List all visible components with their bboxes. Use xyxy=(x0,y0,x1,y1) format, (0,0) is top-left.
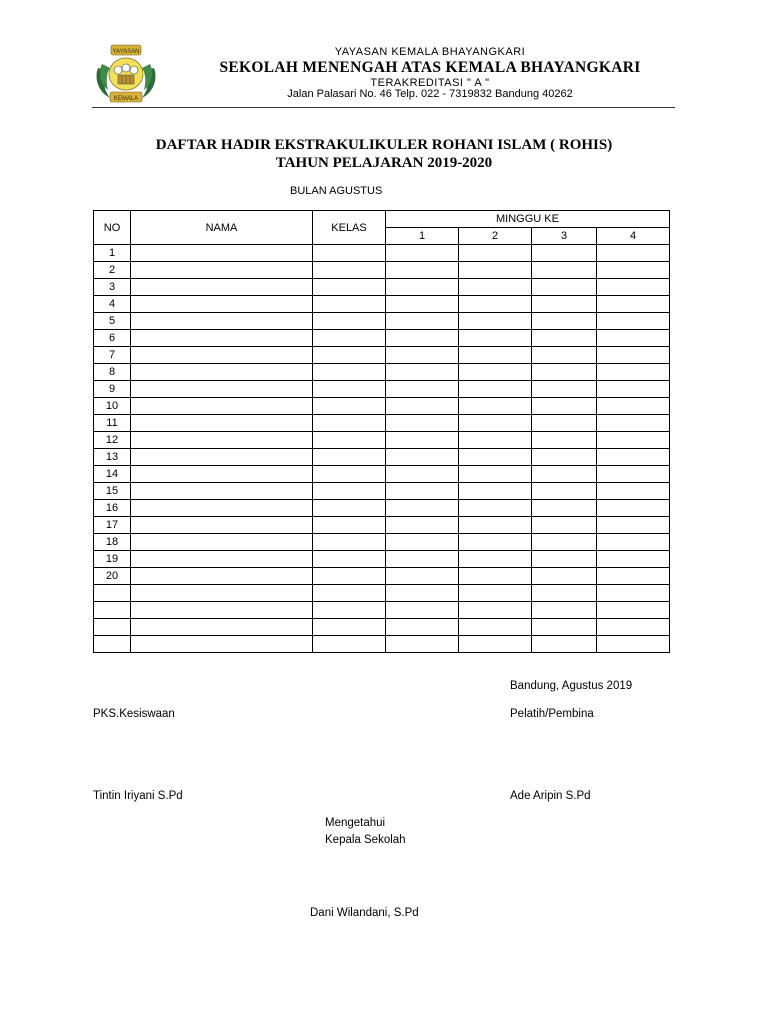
week-2-cell xyxy=(459,636,532,653)
table-row xyxy=(94,364,670,381)
row-number-cell: 20 xyxy=(94,568,131,585)
class-cell xyxy=(313,330,386,347)
week-4-cell xyxy=(597,585,670,602)
name-cell xyxy=(131,619,313,636)
week-4-cell xyxy=(597,262,670,279)
row-number-cell: 9 xyxy=(94,381,131,398)
accreditation-text: TERAKREDITASI " A " xyxy=(370,77,490,89)
week-3-cell xyxy=(532,636,597,653)
week-3-cell xyxy=(532,602,597,619)
logo-top-text: YAYASAN xyxy=(112,49,140,55)
header-week-3: 3 xyxy=(532,228,597,245)
table-row xyxy=(94,551,670,568)
table-row xyxy=(94,619,670,636)
week-4-cell xyxy=(597,551,670,568)
class-cell xyxy=(313,483,386,500)
attendance-table xyxy=(93,210,670,653)
name-cell xyxy=(131,313,313,330)
name-cell xyxy=(131,466,313,483)
name-cell xyxy=(131,568,313,585)
week-1-cell xyxy=(386,534,459,551)
table-row xyxy=(94,245,670,262)
name-cell xyxy=(131,551,313,568)
name-cell xyxy=(131,296,313,313)
table-row xyxy=(94,432,670,449)
table-row xyxy=(94,279,670,296)
week-4-cell xyxy=(597,636,670,653)
right-signatory-name: Ade Aripin S.Pd xyxy=(510,790,591,802)
week-4-cell xyxy=(597,466,670,483)
week-1-cell xyxy=(386,432,459,449)
table-row xyxy=(94,466,670,483)
week-1-cell xyxy=(386,585,459,602)
week-4-cell xyxy=(597,500,670,517)
week-2-cell xyxy=(459,381,532,398)
row-number-cell: 1 xyxy=(94,245,131,262)
week-1-cell xyxy=(386,364,459,381)
name-cell xyxy=(131,245,313,262)
week-4-cell xyxy=(597,568,670,585)
table-row xyxy=(94,483,670,500)
row-number-cell xyxy=(94,636,131,653)
name-cell xyxy=(131,602,313,619)
week-4-cell xyxy=(597,483,670,500)
week-3-cell xyxy=(532,432,597,449)
week-3-cell xyxy=(532,619,597,636)
week-2-cell xyxy=(459,296,532,313)
row-number-cell xyxy=(94,602,131,619)
week-1-cell xyxy=(386,313,459,330)
header-week-2: 2 xyxy=(459,228,532,245)
class-cell xyxy=(313,568,386,585)
name-cell xyxy=(131,636,313,653)
class-cell xyxy=(313,449,386,466)
name-cell xyxy=(131,534,313,551)
week-2-cell xyxy=(459,245,532,262)
week-2-cell xyxy=(459,347,532,364)
week-2-cell xyxy=(459,500,532,517)
table-row xyxy=(94,262,670,279)
class-cell xyxy=(313,364,386,381)
week-1-cell xyxy=(386,449,459,466)
class-cell xyxy=(313,398,386,415)
week-3-cell xyxy=(532,483,597,500)
school-name: SEKOLAH MENENGAH ATAS KEMALA BHAYANGKARI xyxy=(219,59,641,76)
table-row xyxy=(94,449,670,466)
week-1-cell xyxy=(386,568,459,585)
class-cell xyxy=(313,415,386,432)
class-cell xyxy=(313,619,386,636)
week-1-cell xyxy=(386,619,459,636)
left-signatory-name: Tintin Iriyani S.Pd xyxy=(93,790,183,802)
name-cell xyxy=(131,262,313,279)
principal-name: Dani Wilandani, S.Pd xyxy=(310,907,419,919)
row-number-cell: 15 xyxy=(94,483,131,500)
week-2-cell xyxy=(459,415,532,432)
row-number-cell: 18 xyxy=(94,534,131,551)
class-cell xyxy=(313,534,386,551)
week-3-cell xyxy=(532,500,597,517)
table-row xyxy=(94,347,670,364)
week-3-cell xyxy=(532,296,597,313)
week-2-cell xyxy=(459,398,532,415)
week-2-cell xyxy=(459,534,532,551)
row-number-cell: 14 xyxy=(94,466,131,483)
class-cell xyxy=(313,245,386,262)
week-2-cell xyxy=(459,483,532,500)
week-2-cell xyxy=(459,466,532,483)
row-number-cell: 5 xyxy=(94,313,131,330)
week-1-cell xyxy=(386,347,459,364)
name-cell xyxy=(131,585,313,602)
table-row xyxy=(94,602,670,619)
letterhead-divider xyxy=(92,107,675,108)
week-3-cell xyxy=(532,398,597,415)
week-3-cell xyxy=(532,279,597,296)
week-3-cell xyxy=(532,568,597,585)
class-cell xyxy=(313,636,386,653)
table-row xyxy=(94,585,670,602)
week-4-cell xyxy=(597,517,670,534)
week-1-cell xyxy=(386,279,459,296)
name-cell xyxy=(131,398,313,415)
foundation-name: YAYASAN KEMALA BHAYANGKARI xyxy=(334,46,526,58)
class-cell xyxy=(313,585,386,602)
name-cell xyxy=(131,500,313,517)
week-1-cell xyxy=(386,381,459,398)
class-cell xyxy=(313,551,386,568)
week-2-cell xyxy=(459,585,532,602)
row-number-cell: 16 xyxy=(94,500,131,517)
name-cell xyxy=(131,279,313,296)
class-cell xyxy=(313,313,386,330)
class-cell xyxy=(313,500,386,517)
week-4-cell xyxy=(597,415,670,432)
week-2-cell xyxy=(459,619,532,636)
class-cell xyxy=(313,262,386,279)
header-class: KELAS xyxy=(313,211,386,245)
week-4-cell xyxy=(597,602,670,619)
class-cell xyxy=(313,432,386,449)
name-cell xyxy=(131,432,313,449)
row-number-cell: 4 xyxy=(94,296,131,313)
week-3-cell xyxy=(532,517,597,534)
week-4-cell xyxy=(597,449,670,466)
week-1-cell xyxy=(386,500,459,517)
week-2-cell xyxy=(459,517,532,534)
week-3-cell xyxy=(532,466,597,483)
class-cell xyxy=(313,296,386,313)
week-1-cell xyxy=(386,245,459,262)
month-label: BULAN AGUSTUS xyxy=(290,185,383,197)
row-number-cell: 19 xyxy=(94,551,131,568)
table-row xyxy=(94,398,670,415)
week-1-cell xyxy=(386,415,459,432)
week-1-cell xyxy=(386,466,459,483)
class-cell xyxy=(313,347,386,364)
table-row xyxy=(94,330,670,347)
week-1-cell xyxy=(386,517,459,534)
week-2-cell xyxy=(459,551,532,568)
week-4-cell xyxy=(597,296,670,313)
week-3-cell xyxy=(532,245,597,262)
table-row xyxy=(94,296,670,313)
place-date: Bandung, Agustus 2019 xyxy=(510,680,633,692)
week-3-cell xyxy=(532,551,597,568)
week-2-cell xyxy=(459,279,532,296)
name-cell xyxy=(131,347,313,364)
week-3-cell xyxy=(532,330,597,347)
row-number-cell: 11 xyxy=(94,415,131,432)
name-cell xyxy=(131,415,313,432)
class-cell xyxy=(313,279,386,296)
row-number-cell: 8 xyxy=(94,364,131,381)
row-number-cell xyxy=(94,585,131,602)
week-4-cell xyxy=(597,245,670,262)
week-4-cell xyxy=(597,279,670,296)
week-4-cell xyxy=(597,534,670,551)
header-no: NO xyxy=(94,211,131,245)
row-number-cell: 2 xyxy=(94,262,131,279)
school-address: Jalan Palasari No. 46 Telp. 022 - 7319832 Bandung 40262 xyxy=(287,88,573,100)
name-cell xyxy=(131,381,313,398)
week-1-cell xyxy=(386,551,459,568)
principal-role: Kepala Sekolah xyxy=(325,834,406,846)
row-number-cell: 17 xyxy=(94,517,131,534)
week-3-cell xyxy=(532,347,597,364)
week-1-cell xyxy=(386,602,459,619)
row-number-cell: 3 xyxy=(94,279,131,296)
left-signatory-role: PKS.Kesiswaan xyxy=(93,708,175,720)
week-3-cell xyxy=(532,262,597,279)
week-2-cell xyxy=(459,568,532,585)
document-title: DAFTAR HADIR EKSTRAKULIKULER ROHANI ISLAM ( ROHIS) xyxy=(155,137,613,153)
name-cell xyxy=(131,330,313,347)
week-2-cell xyxy=(459,432,532,449)
row-number-cell: 6 xyxy=(94,330,131,347)
week-4-cell xyxy=(597,619,670,636)
header-week-4: 4 xyxy=(597,228,670,245)
row-number-cell xyxy=(94,619,131,636)
row-number-cell: 12 xyxy=(94,432,131,449)
academic-year: TAHUN PELAJARAN 2019-2020 xyxy=(275,155,493,171)
table-row xyxy=(94,415,670,432)
week-3-cell xyxy=(532,381,597,398)
week-3-cell xyxy=(532,364,597,381)
name-cell xyxy=(131,449,313,466)
week-4-cell xyxy=(597,330,670,347)
right-signatory-role: Pelatih/Pembina xyxy=(510,708,594,720)
name-cell xyxy=(131,483,313,500)
week-4-cell xyxy=(597,398,670,415)
table-row xyxy=(94,636,670,653)
class-cell xyxy=(313,602,386,619)
week-2-cell xyxy=(459,330,532,347)
class-cell xyxy=(313,466,386,483)
table-row xyxy=(94,568,670,585)
header-name: NAMA xyxy=(131,211,313,245)
acknowledgement-label: Mengetahui xyxy=(325,817,386,829)
week-1-cell xyxy=(386,296,459,313)
name-cell xyxy=(131,517,313,534)
week-2-cell xyxy=(459,364,532,381)
week-1-cell xyxy=(386,330,459,347)
week-4-cell xyxy=(597,347,670,364)
week-1-cell xyxy=(386,483,459,500)
school-crest-icon xyxy=(92,42,160,106)
name-cell xyxy=(131,364,313,381)
week-2-cell xyxy=(459,449,532,466)
week-1-cell xyxy=(386,636,459,653)
week-4-cell xyxy=(597,381,670,398)
week-4-cell xyxy=(597,364,670,381)
header-week-1: 1 xyxy=(386,228,459,245)
week-1-cell xyxy=(386,398,459,415)
logo-bottom-text: KEMALA xyxy=(113,96,139,102)
table-row xyxy=(94,313,670,330)
week-2-cell xyxy=(459,262,532,279)
row-number-cell: 13 xyxy=(94,449,131,466)
week-3-cell xyxy=(532,449,597,466)
week-4-cell xyxy=(597,432,670,449)
row-number-cell: 7 xyxy=(94,347,131,364)
week-4-cell xyxy=(597,313,670,330)
week-1-cell xyxy=(386,262,459,279)
week-3-cell xyxy=(532,415,597,432)
table-row xyxy=(94,500,670,517)
week-3-cell xyxy=(532,534,597,551)
week-3-cell xyxy=(532,313,597,330)
class-cell xyxy=(313,517,386,534)
table-row xyxy=(94,517,670,534)
header-week-group: MINGGU KE xyxy=(386,211,670,228)
table-row xyxy=(94,534,670,551)
row-number-cell: 10 xyxy=(94,398,131,415)
week-3-cell xyxy=(532,585,597,602)
table-row xyxy=(94,381,670,398)
week-2-cell xyxy=(459,313,532,330)
class-cell xyxy=(313,381,386,398)
week-2-cell xyxy=(459,602,532,619)
